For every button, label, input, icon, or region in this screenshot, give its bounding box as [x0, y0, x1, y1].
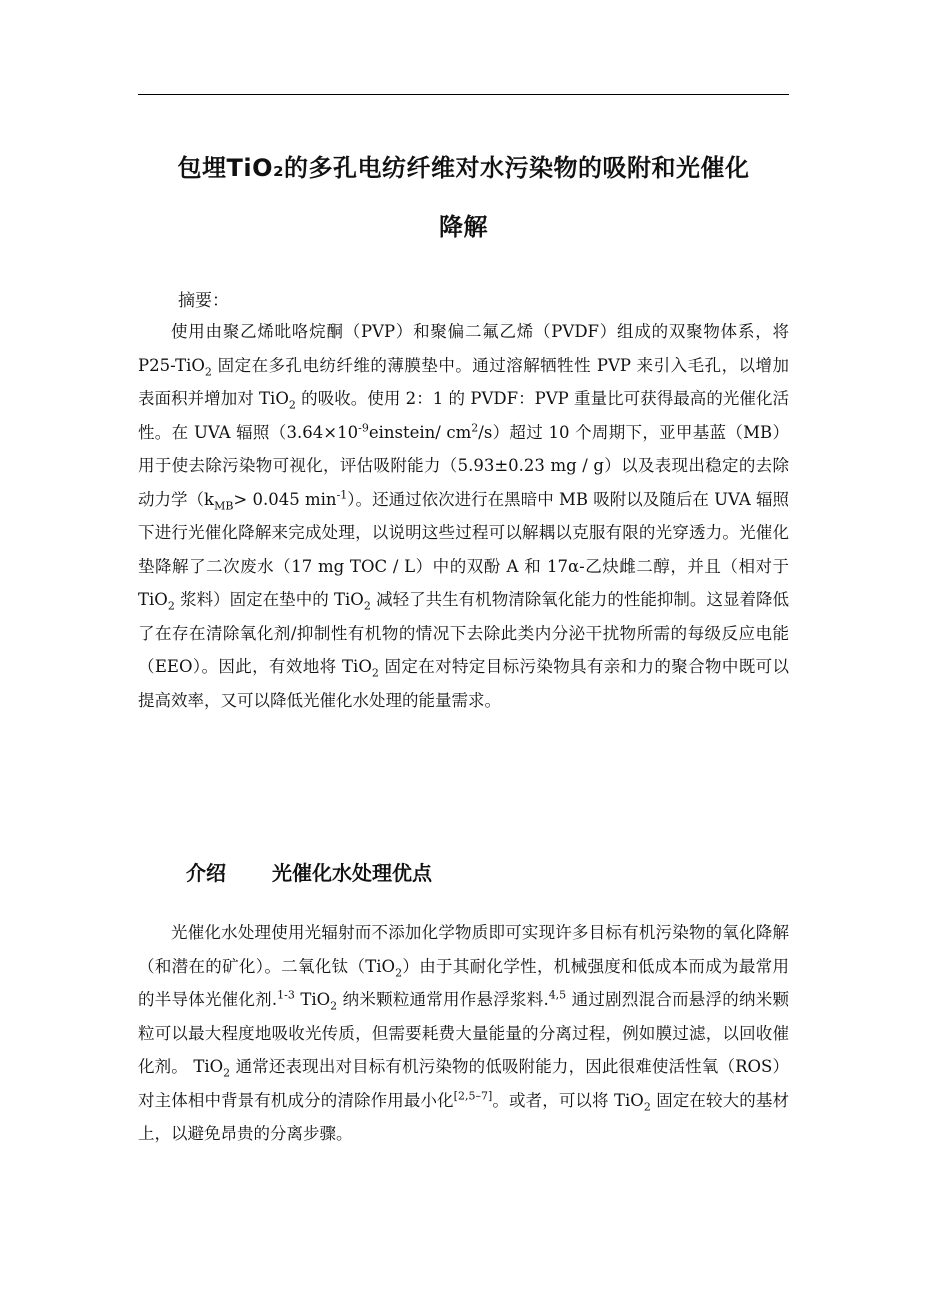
header-rule	[138, 94, 789, 95]
abstract-label: 摘要：	[178, 291, 229, 311]
section-title: 光催化水处理优点	[272, 861, 432, 885]
section-heading	[186, 860, 432, 886]
title-line-1: 包埋TiO₂的多孔电纺纤维对水污染物的吸附和光催化	[177, 154, 750, 182]
section-number: 介绍	[186, 861, 226, 885]
title-line-2: 降解	[439, 213, 488, 241]
abstract-paragraph: 使用由聚乙烯吡咯烷酮（PVP）和聚偏二氟乙烯（PVDF）组成的双聚物体系，将 P25-TiO$_2$ 固定在多孔电纺纤维的薄膜垫中。通过溶解牺牲性 PVP 来引入毛孔，以增加表面积并增加对 TiO$_2$ 的吸收。使用 2：1 的 PVDF：PVP 重量比可获得最高的光催化活性。在 UVA 辐照（$3.64\times 10^{-9}einstein/$ $cm^2/s$）超过 10 个周期下，亚甲基蓝（MB）用于使去除污染物可视化，评估吸附能力（5.93±0.23 mg / g）以及表现出稳定的去除动力学（$k_{MB}> 0.045$ $\min^{-1}$）。还通过依次进行在黑暗中 MB 吸附以及随后在 UVA 辐照下进行光催化降解来完成处理，以说明这些过程可以解耦以克服有限的光穿透力。光催化垫降解了二次废水（17 mg TOC / L）中的双酚 A 和 17α-乙炔雌二醇，并且（相对于 TiO$_2$ 浆料）固定在垫中的 TiO$_2$ 减轻了共生有机物清除氧化能力的性能抑制。这显着降低了在存在清除氧化剂/抑制性有机物的情况下去除此类内分泌干扰物所需的每级反应电能（EEO）。因此，有效地将 TiO$_2$ 固定在对特定目标污染物具有亲和力的聚合物中既可以提高效率，又可以降低光催化水处理的能量需求。	[138, 322, 790, 710]
intro-paragraph: 光催化水处理使用光辐射而不添加化学物质即可实现许多目标有机污染物的氧化降解（和潜在的矿化）。二氧化钛（TiO$_2$）由于其耐化学性，机械强度和低成本而成为最常用的半导体光催化剂.$^{1-3}$ TiO$_2$ 纳米颗粒通常用作悬浮浆料.$^{4,5}$ 通过剧烈混合而悬浮的纳米颗粒可以最大程度地吸收光传质，但需要耗费大量能量的分离过程，例如膜过滤，以回收催化剂。 TiO$_2$ 通常还表现出对目标有机污染物的低吸附能力，因此很难使活性氧（ROS）对主体相中背景有机成分的清除作用最小化[2,5–7]。或者，可以将 TiO$_2$ 固定在较大的基材上，以避免昂贵的分离步骤。	[138, 923, 790, 1143]
